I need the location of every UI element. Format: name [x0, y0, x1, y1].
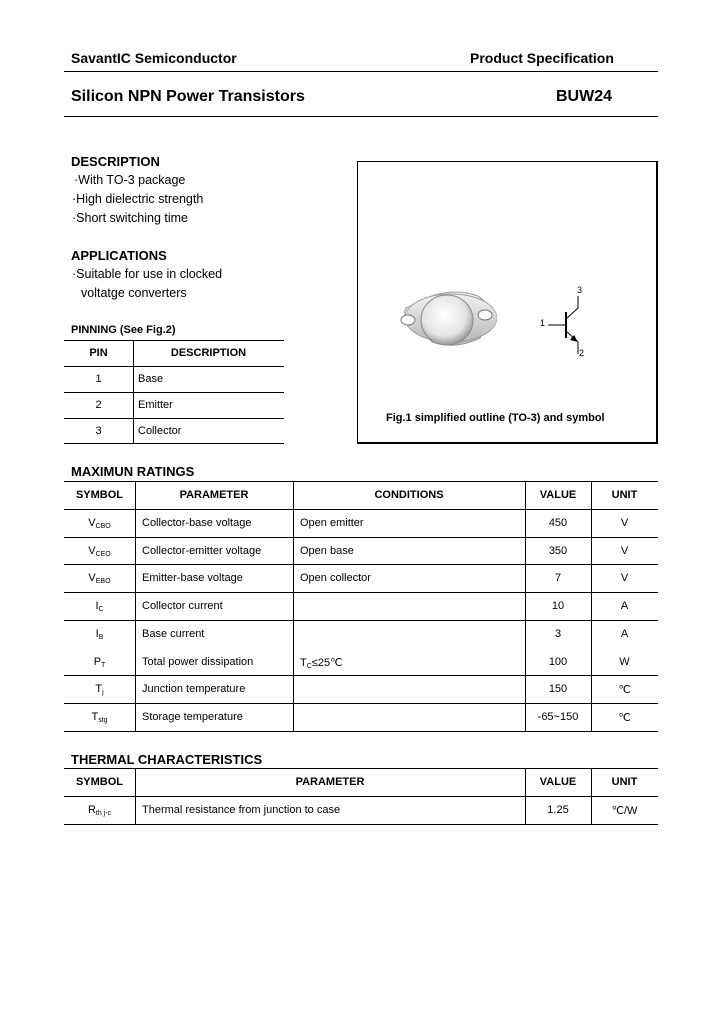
mr-value: 10 [551, 600, 565, 612]
mr-rule [64, 731, 658, 732]
mr-unit: A [620, 628, 629, 640]
mr-value: 350 [548, 545, 568, 557]
mr-value: 7 [554, 572, 562, 584]
mr-parameter: Junction temperature [142, 683, 246, 695]
mr-parameter: Collector-emitter voltage [142, 545, 262, 557]
pin-description: Collector [138, 425, 182, 437]
pin-label-1: 1 [540, 318, 546, 328]
doc-type: Product Specification [470, 50, 614, 66]
mr-vrule [135, 481, 136, 731]
thermal-title: THERMAL CHARACTERISTICS [71, 752, 263, 767]
description-item: ·Short switching time [72, 211, 189, 225]
pin-desc-header: DESCRIPTION [170, 347, 247, 359]
mr-condition: Open emitter [300, 517, 364, 529]
mr-unit: V [620, 572, 629, 584]
description-item: ·With TO-3 package [74, 173, 186, 187]
th-header-symbol: SYMBOL [75, 776, 124, 788]
pin-number: 2 [95, 399, 102, 411]
applications-title: APPLICATIONS [71, 248, 167, 263]
th-header-parameter: PARAMETER [295, 776, 365, 788]
mr-unit: V [620, 517, 629, 529]
mr-parameter: Collector-base voltage [142, 517, 252, 529]
mr-value: 450 [548, 517, 568, 529]
mr-symbol: $P_T$ [93, 656, 106, 669]
pin-rule [64, 392, 284, 393]
mr-value: 150 [548, 683, 568, 695]
mr-value: 3 [554, 628, 562, 640]
mr-symbol: $V_{CEO}$ [88, 545, 111, 558]
description-item: ·High dielectric strength [72, 192, 204, 206]
part-number: BUW24 [556, 88, 613, 105]
pinning-title: PINNING (See Fig.2) [71, 324, 176, 336]
product-line: Silicon NPN Power Transistors [71, 88, 305, 105]
mr-rule [64, 703, 658, 704]
mr-header-symbol: SYMBOL [75, 489, 124, 501]
th-parameter: Thermal resistance from junction to case [142, 804, 341, 816]
mr-rule [64, 509, 658, 510]
mr-symbol: $V_{CBO}$ [88, 517, 111, 530]
th-rule [64, 768, 658, 769]
figure-box [357, 161, 658, 444]
mr-parameter: Base current [142, 628, 205, 640]
pin-header: PIN [89, 347, 108, 359]
mr-symbol: $T_j$ [95, 683, 104, 696]
pin-label-3: 3 [577, 285, 583, 295]
mr-header-conditions: CONDITIONS [374, 489, 444, 501]
mr-vrule [293, 481, 294, 731]
pin-number: 1 [95, 373, 102, 385]
pin-rule [64, 366, 284, 367]
mr-value: -65~150 [537, 711, 579, 723]
mr-value: 100 [548, 656, 568, 668]
mr-symbol: $I_B$ [95, 628, 104, 641]
mr-rule [64, 564, 658, 565]
mr-condition: Open collector [300, 572, 371, 584]
pin-rule [64, 443, 284, 444]
mr-condition: Open base [300, 545, 354, 557]
mr-rule [64, 592, 658, 593]
pin-rule [64, 340, 284, 341]
mr-parameter: Storage temperature [142, 711, 243, 723]
th-unit: ℃/W [611, 805, 638, 817]
th-rule [64, 796, 658, 797]
mr-unit: A [620, 600, 629, 612]
max-ratings-title: MAXIMUN RATINGS [71, 464, 195, 479]
description-title: DESCRIPTION [71, 154, 160, 169]
th-rule [64, 824, 658, 825]
mr-header-value: VALUE [539, 489, 577, 501]
pin-description: Emitter [138, 399, 173, 411]
mr-unit: ℃ [618, 712, 631, 724]
applications-item: voltatge converters [81, 286, 187, 300]
mr-header-parameter: PARAMETER [179, 489, 249, 501]
header-rule-1 [64, 71, 658, 72]
pin-rule [64, 418, 284, 419]
mr-parameter: Total power dissipation [142, 656, 254, 668]
mr-condition: $T_C\le 25℃$ [300, 657, 343, 670]
figure-caption: Fig.1 simplified outline (TO-3) and symbol [386, 412, 605, 424]
mr-header-unit: UNIT [611, 489, 638, 501]
pin-description: Base [138, 373, 164, 385]
th-header-unit: UNIT [611, 776, 638, 788]
pin-number: 3 [95, 425, 102, 437]
th-symbol: $R_{th j-c}$ [87, 804, 112, 817]
mr-unit: W [619, 656, 630, 668]
applications-item: ·Suitable for use in clocked [72, 267, 223, 281]
mr-symbol: $I_C$ [95, 600, 104, 613]
pin-label-2: 2 [579, 348, 585, 358]
company-name: SavantIC Semiconductor [71, 50, 237, 66]
mr-unit: ℃ [618, 684, 631, 696]
mr-rule [64, 675, 658, 676]
th-header-value: VALUE [539, 776, 577, 788]
th-value: 1.25 [547, 804, 569, 816]
mr-symbol: $V_{EBO}$ [88, 572, 111, 585]
mr-rule [64, 537, 658, 538]
mr-symbol: $T_{stg}$ [91, 711, 108, 724]
mr-parameter: Emitter-base voltage [142, 572, 243, 584]
mr-parameter: Collector current [142, 600, 223, 612]
npn-transistor-symbol-icon [358, 162, 656, 442]
header-rule-2 [64, 116, 658, 117]
mr-unit: V [620, 545, 629, 557]
mr-rule [64, 481, 658, 482]
mr-rule [64, 620, 658, 621]
